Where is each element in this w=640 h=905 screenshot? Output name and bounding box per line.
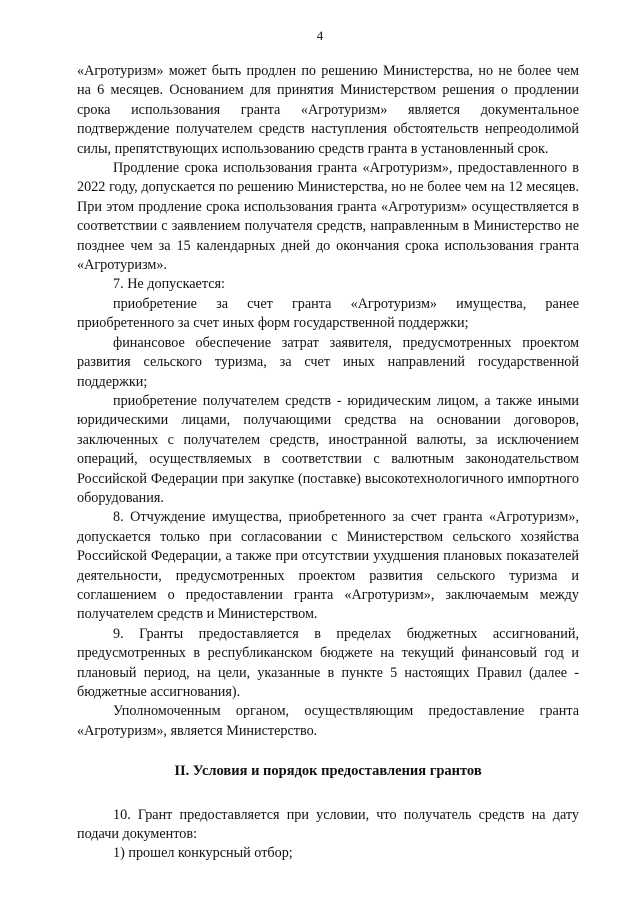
clause-7-item-property: приобретение за счет гранта «Агротуризм» имущества, ранее приобретенного за счет иных форм государственной поддержки;	[77, 295, 579, 332]
clause-7-heading: 7. Не допускается:	[113, 276, 225, 293]
paragraph-authorized-body: Уполномоченным органом, осуществляющим предоставление гранта «Агротуризм», является Министерство.	[77, 703, 579, 739]
paragraph-grant-extension-2022: Продление срока использования гранта «Агротуризм», предоставленного в 2022 году, допускается по решению Министерства, но не более чем на 12 месяцев. При этом продление срока использования гранта «Агротуризм» осуществляется в соответствии с заявлением получателя средств, направленным в Министерство не позднее чем за 15 календарных дней до окончания срока использования гранта «Агротуризм».	[77, 160, 579, 274]
paragraph-grant-extension-6-months: «Агротуризм» может быть продлен по решению Министерства, но не более чем на 6 месяцев. Основанием для принятия Министерством решения о продлении срока использования гранта «Агротуризм» является документальное подтверждение получателем средств наступления обстоятельств непреодолимой силы, препятствующих использованию средств гранта в установленный срок.	[77, 63, 579, 157]
clause-8-alienation: 8. Отчуждение имущества, приобретенного за счет гранта «Агротуризм», допускается только при согласовании с Министерством сельского хозяйства Российской Федерации, а также при отсутствии ухудшения плановых показателей деятельности, предусмотренных проектом развития сельского туризма и соглашением о предоставлении гранта «Агротуризм», заключаемым между получателем средств и Министерством.	[77, 509, 579, 623]
page-number: 4	[316, 28, 324, 43]
clause-7-item-currency: приобретение получателем средств - юридическим лицом, а также иными юридическими лицами, получающими средства на основании договоров, заключенных с получателем средств, иностранной валюты, за исключением операций, осуществляемых в соответствии с валютным законодательством Российской Федерации при закупке (поставке) высокотехнологичного импортного оборудования.	[77, 392, 579, 506]
document-body	[77, 62, 579, 864]
clause-7-item-financing: финансовое обеспечение затрат заявителя, предусмотренных проектом развития сельского туризма, за счет иных направлений государственной поддержки;	[77, 334, 579, 390]
clause-10-conditions: 10. Грант предоставляется при условии, что получатель средств на дату подачи документов:	[77, 806, 579, 843]
clause-9-budget: 9. Гранты предоставляется в пределах бюджетных ассигнований, предусмотренных в республиканском бюджете на текущий финансовый год и плановый период, на цели, указанные в пункте 5 настоящих Правил (далее - бюджетные ассигнования).	[77, 625, 579, 700]
clause-10-item-1: 1) прошел конкурсный отбор;	[113, 845, 293, 862]
section-heading: II. Условия и порядок предоставления грантов	[174, 763, 482, 780]
